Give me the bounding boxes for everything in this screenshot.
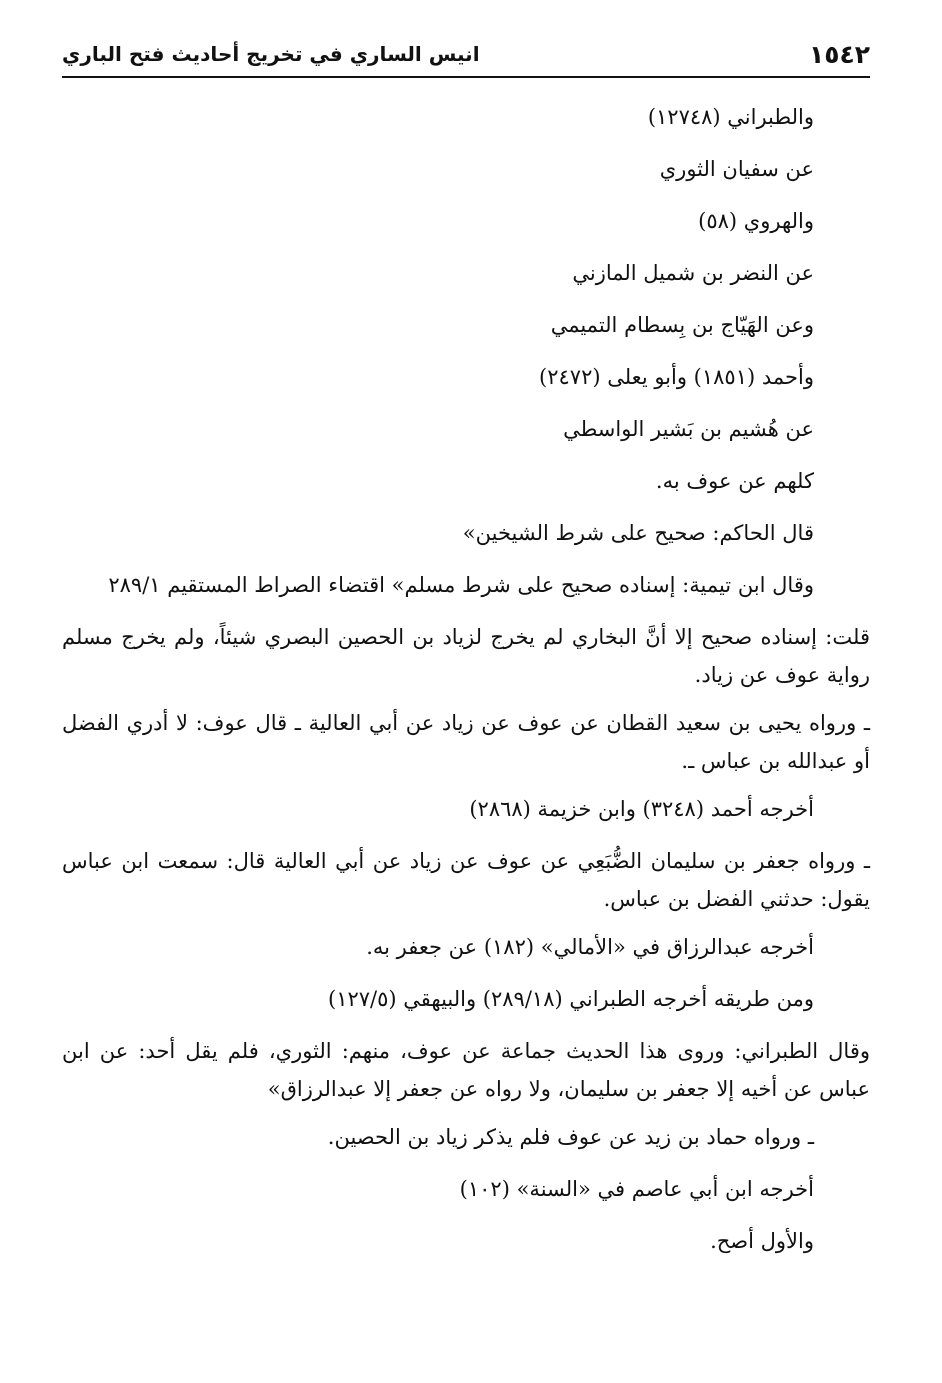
text-line: قال الحاكم: صحيح على شرط الشيخين» bbox=[462, 521, 814, 545]
page-number: ١٥٤٢ bbox=[808, 39, 870, 69]
page-body bbox=[62, 98, 870, 1274]
header-divider bbox=[62, 76, 870, 78]
page-header bbox=[62, 34, 870, 74]
paragraph: ـ ورواه يحيى بن سعيد القطان عن عوف عن زياد عن أبي العالية ـ قال عوف: لا أدري الفضل أو عبدالله بن عباس ـ. bbox=[62, 711, 871, 773]
text-line: والأول أصح. bbox=[710, 1229, 814, 1253]
text-line: وقال ابن تيمية: إسناده صحيح على شرط مسلم» اقتضاء الصراط المستقيم ٢٨٩/١ bbox=[108, 573, 814, 597]
text-line: عن النضر بن شميل المازني bbox=[572, 261, 814, 285]
paragraph: ـ ورواه جعفر بن سليمان الضُّبَعِي عن عوف عن زياد عن أبي العالية قال: سمعت ابن عباس يقول: حدثني الفضل بن عباس. bbox=[62, 849, 870, 911]
text-line: أخرجه ابن أبي عاصم في «السنة» (١٠٢) bbox=[459, 1177, 814, 1201]
text-line: أخرجه عبدالرزاق في «الأمالي» (١٨٢) عن جعفر به. bbox=[366, 935, 814, 959]
text-line: وعن الهَيّاج بن بِسطام التميمي bbox=[550, 313, 814, 337]
text-line: ومن طريقه أخرجه الطبراني (٢٨٩/١٨) والبيهقي (١٢٧/٥) bbox=[328, 987, 814, 1011]
paragraph: قلت: إسناده صحيح إلا أنَّ البخاري لم يخرج لزياد بن الحصين البصري شيئاً، ولم يخرج مسلم رواية عوف عن زياد. bbox=[62, 625, 870, 687]
text-line: عن سفيان الثوري bbox=[659, 157, 814, 181]
running-title: انيس الساري في تخريج أحاديث فتح الباري bbox=[62, 42, 480, 66]
paragraph: وقال الطبراني: وروى هذا الحديث جماعة عن عوف، منهم: الثوري، فلم يقل أحد: عن ابن عباس عن أخيه إلا جعفر بن سليمان، ولا رواه عن جعفر إلا عبدالرزاق» bbox=[62, 1039, 870, 1101]
text-line: ـ ورواه حماد بن زيد عن عوف فلم يذكر زياد بن الحصين. bbox=[327, 1125, 814, 1149]
text-line: أخرجه أحمد (٣٢٤٨) وابن خزيمة (٢٨٦٨) bbox=[469, 797, 814, 821]
text-line: والهروي (٥٨) bbox=[698, 209, 814, 233]
text-line: عن هُشيم بن بَشير الواسطي bbox=[563, 417, 814, 441]
text-line: كلهم عن عوف به. bbox=[655, 469, 814, 493]
text-line: والطبراني (١٢٧٤٨) bbox=[647, 105, 814, 129]
text-line: وأحمد (١٨٥١) وأبو يعلى (٢٤٧٢) bbox=[539, 365, 814, 389]
